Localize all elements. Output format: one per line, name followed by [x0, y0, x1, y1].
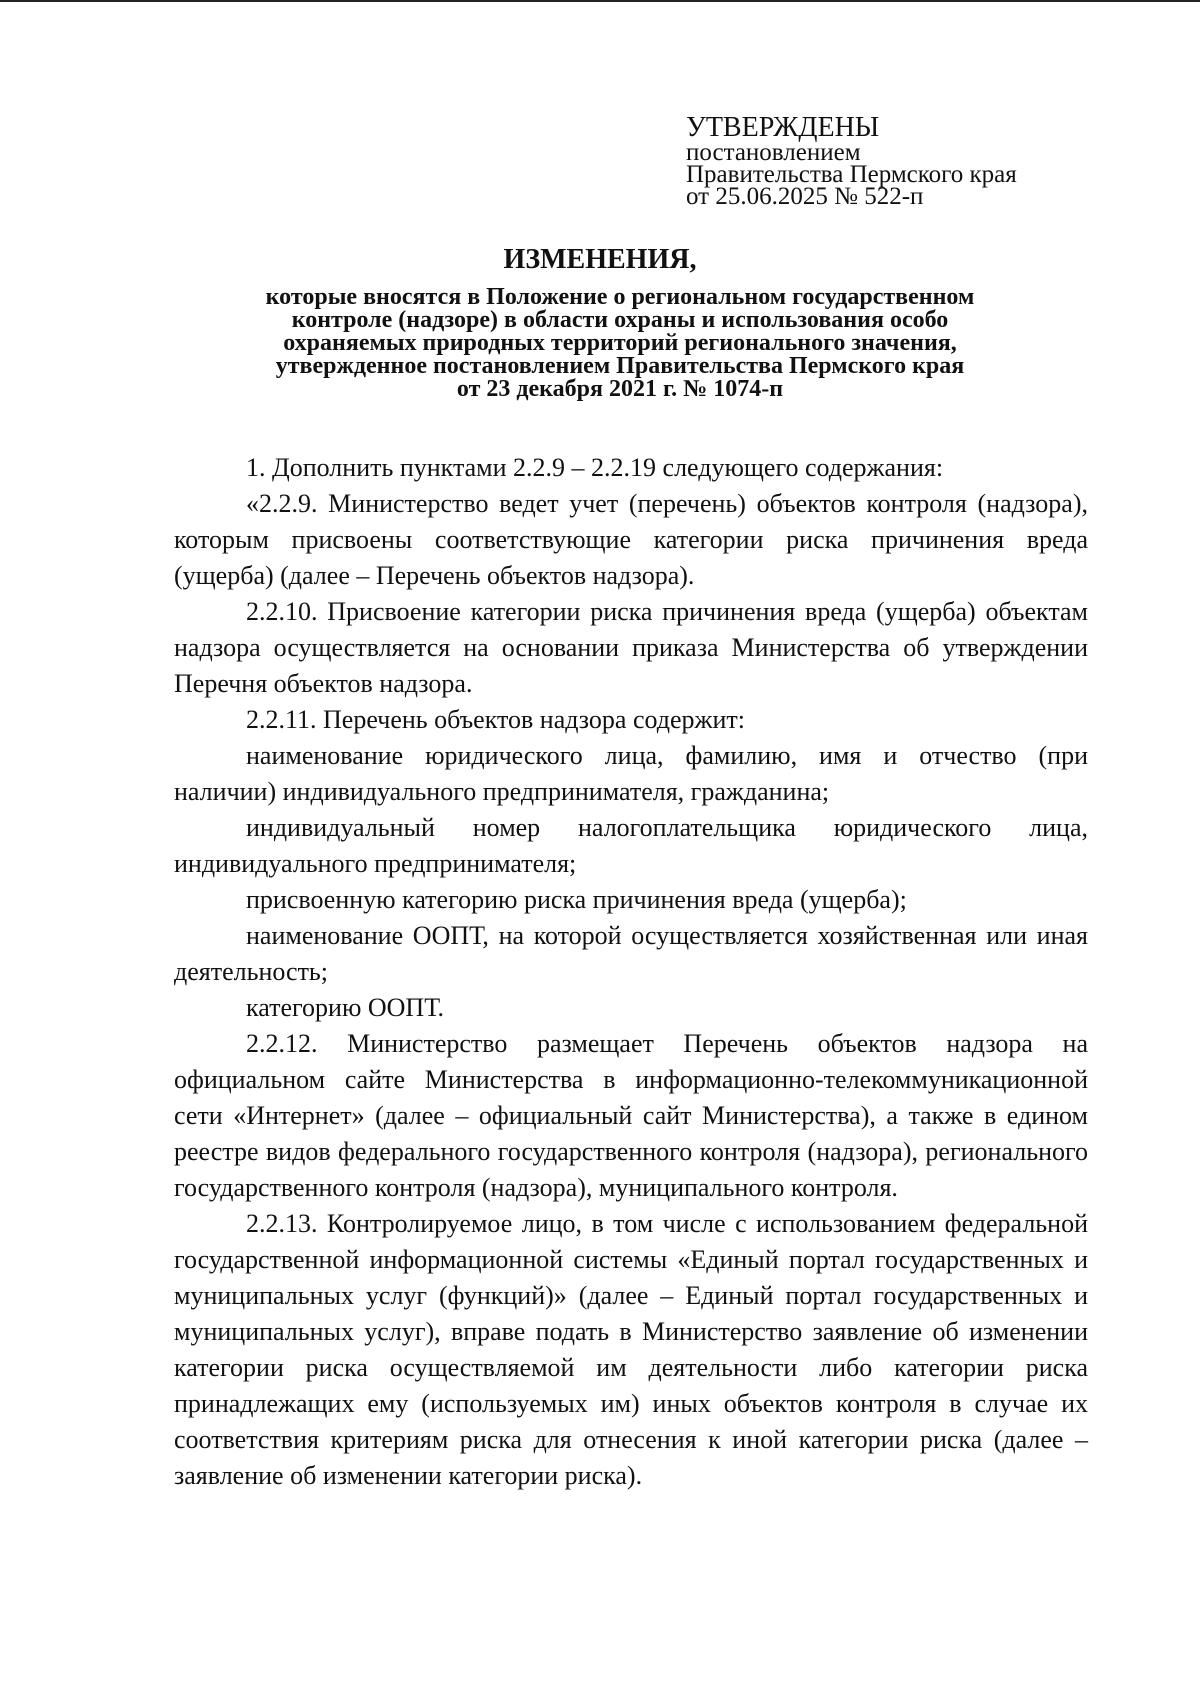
paragraph: 2.2.11. Перечень объектов надзора содержит:	[246, 705, 745, 734]
subtitle-line: которые вносятся в Положение о региональном государственном	[265, 284, 975, 310]
paragraph: наименование юридического лица, фамилию, имя и отчество (при наличии) индивидуального предпринимателя, гражданина;	[174, 741, 1088, 806]
document-title: ИЗМЕНЕНИЯ,	[503, 244, 697, 275]
approval-heading: УТВЕРЖДЕНЫ	[686, 112, 880, 143]
paragraph: наименование ООПТ, на которой осуществляется хозяйственная или иная деятельность;	[174, 921, 1088, 986]
approval-stamp	[686, 114, 1106, 208]
document-subtitle	[170, 286, 1070, 401]
approval-date-number: от 25.06.2025 № 522-п	[686, 183, 924, 210]
paragraph: 2.2.13. Контролируемое лицо, в том числе с использованием федеральной государственной информационной системы «Единый портал государственных и муниципальных услуг (функций)» (далее – Единый портал государственных и муниципальных услуг), вправе подать в Министерство заявление об изменении категории риска осуществляемой им деятельности либо категории риска принадлежащих ему (используемых им) иных объектов контроля в случае их соответствия критериям риска для отнесения к иной категории риска (далее – заявление об изменении категории риска).	[174, 1209, 1088, 1490]
subtitle-line: охраняемых природных территорий регионального значения,	[283, 330, 957, 356]
paragraph: категорию ООПТ.	[246, 993, 444, 1022]
approval-line: Правительства Пермского края	[686, 161, 1017, 188]
document-body	[174, 450, 1088, 1494]
paragraph: 1. Дополнить пунктами 2.2.9 – 2.2.19 следующего содержания:	[246, 453, 944, 482]
subtitle-line: утвержденное постановлением Правительства Пермского края	[275, 353, 965, 379]
paragraph: 2.2.12. Министерство размещает Перечень объектов надзора на официальном сайте Министерства в информационно-телекоммуникационной сети «Интернет» (далее – официальный сайт Министерства), а также в едином реестре видов федерального государственного контроля (надзора), регионального государственного контроля (надзора), муниципального контроля.	[174, 1029, 1088, 1202]
paragraph: индивидуальный номер налогоплательщика юридического лица, индивидуального предпринимателя;	[174, 813, 1088, 878]
paragraph: присвоенную категорию риска причинения вреда (ущерба);	[246, 885, 907, 914]
paragraph: 2.2.10. Присвоение категории риска причинения вреда (ущерба) объектам надзора осуществляется на основании приказа Министерства об утверждении Перечня объектов надзора.	[174, 597, 1088, 698]
approval-line: постановлением	[686, 139, 861, 166]
subtitle-line: от 23 декабря 2021 г. № 1074-п	[456, 376, 784, 402]
subtitle-line: контроле (надзоре) в области охраны и использования особо	[291, 307, 949, 333]
paragraph: «2.2.9. Министерство ведет учет (перечень) объектов контроля (надзора), которым присвоены соответствующие категории риска причинения вреда (ущерба) (далее – Перечень объектов надзора).	[174, 489, 1088, 590]
